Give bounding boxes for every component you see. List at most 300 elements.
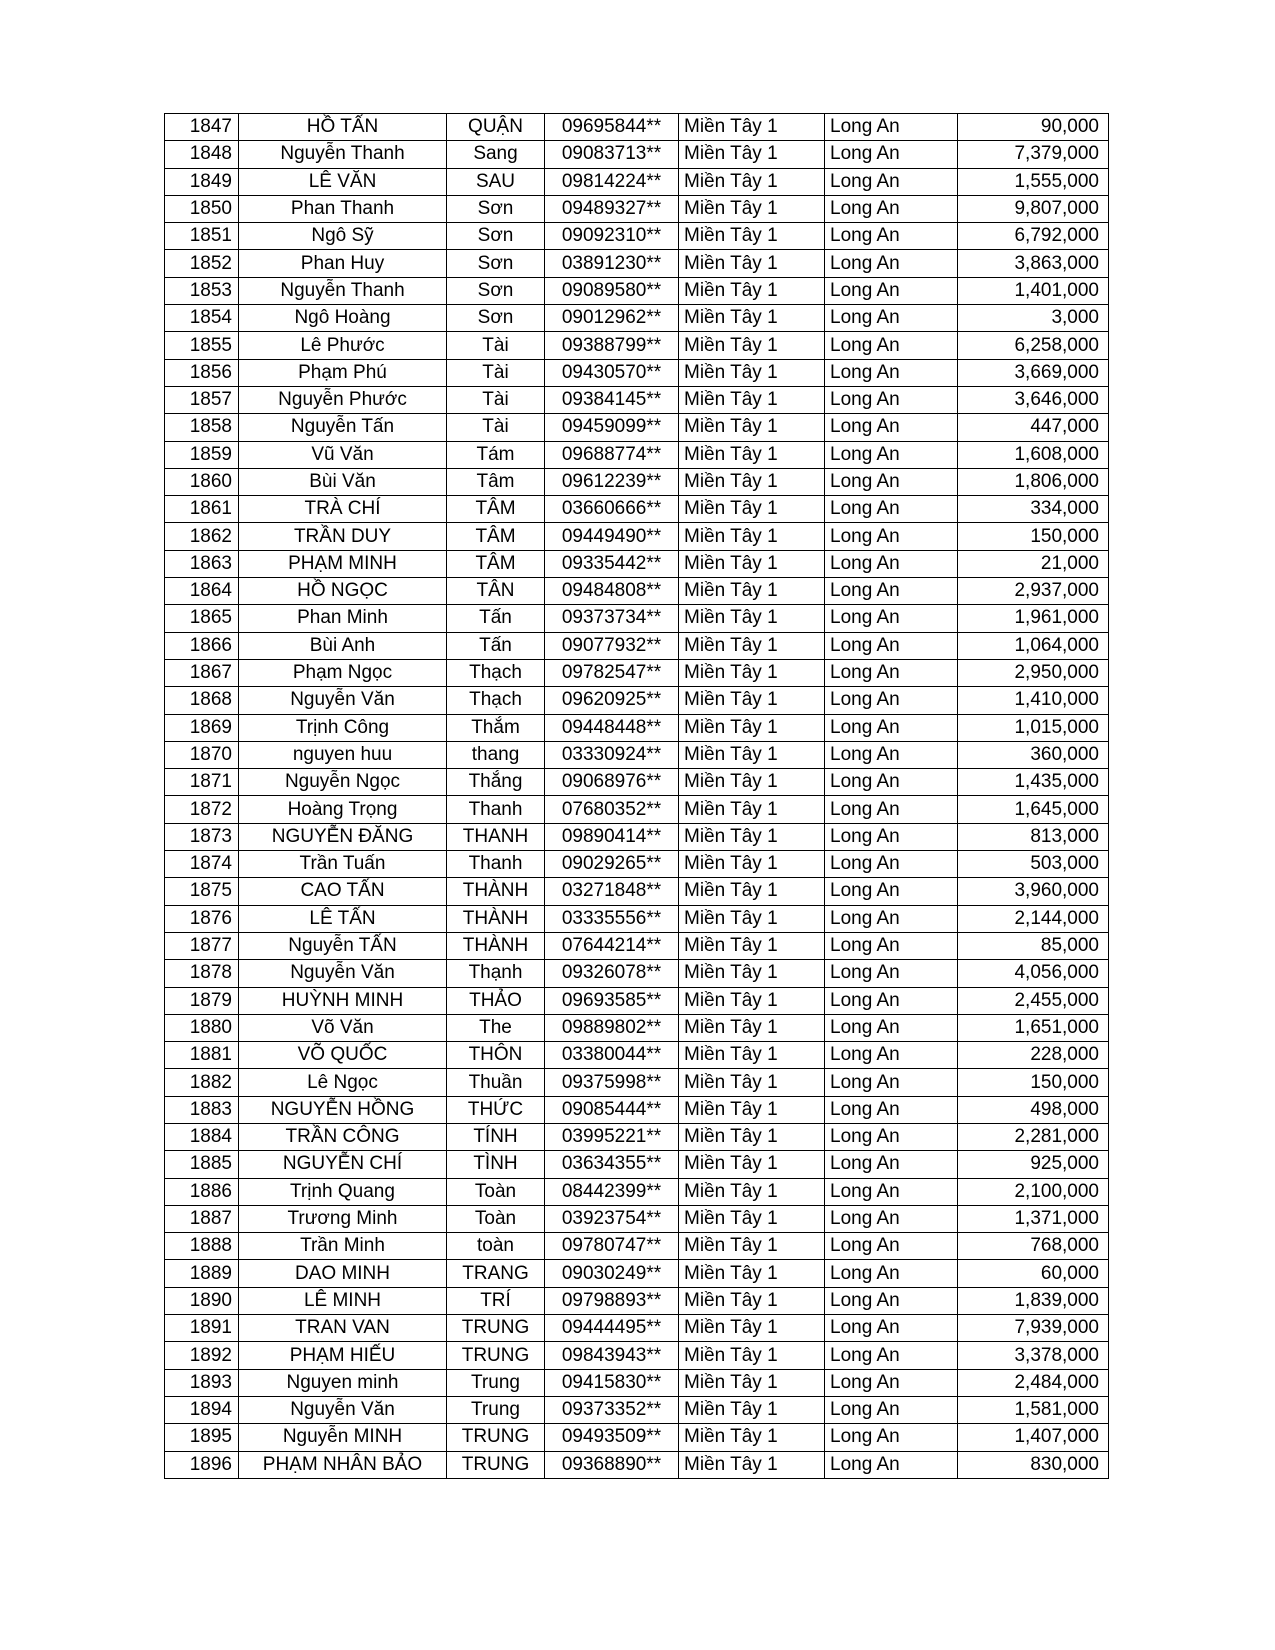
- province-cell: Long An: [825, 441, 958, 468]
- province-cell: Long An: [825, 195, 958, 222]
- region-cell: Miền Tây 1: [679, 305, 825, 332]
- surname-cell: Bùi Văn: [239, 468, 447, 495]
- given-name-cell: Tài: [447, 386, 545, 413]
- given-name-cell: Trung: [447, 1396, 545, 1423]
- region-cell: Miền Tây 1: [679, 632, 825, 659]
- row-number: 1893: [165, 1369, 239, 1396]
- region-cell: Miền Tây 1: [679, 796, 825, 823]
- table-row: [165, 1069, 1109, 1096]
- amount-cell: 925,000: [958, 1151, 1109, 1178]
- amount-cell: 3,669,000: [958, 359, 1109, 386]
- row-number: 1869: [165, 714, 239, 741]
- row-number: 1867: [165, 659, 239, 686]
- amount-cell: 1,401,000: [958, 277, 1109, 304]
- region-cell: Miền Tây 1: [679, 1287, 825, 1314]
- amount-cell: 2,281,000: [958, 1123, 1109, 1150]
- surname-cell: Phạm Ngọc: [239, 659, 447, 686]
- surname-cell: Nguyễn TẤN: [239, 932, 447, 959]
- given-name-cell: Tấn: [447, 605, 545, 632]
- province-cell: Long An: [825, 605, 958, 632]
- table-row: [165, 1287, 1109, 1314]
- table-row: [165, 359, 1109, 386]
- table-row: [165, 141, 1109, 168]
- row-number: 1853: [165, 277, 239, 304]
- surname-cell: Trần Minh: [239, 1233, 447, 1260]
- surname-cell: HỒ NGỌC: [239, 578, 447, 605]
- province-cell: Long An: [825, 550, 958, 577]
- phone-cell: 09890414**: [545, 823, 679, 850]
- phone-cell: 09077932**: [545, 632, 679, 659]
- phone-cell: 09489327**: [545, 195, 679, 222]
- data-table: [164, 113, 1109, 1479]
- given-name-cell: TRUNG: [447, 1342, 545, 1369]
- row-number: 1884: [165, 1123, 239, 1150]
- surname-cell: Nguyễn MINH: [239, 1424, 447, 1451]
- table-row: [165, 1205, 1109, 1232]
- province-cell: Long An: [825, 1178, 958, 1205]
- table-row: [165, 796, 1109, 823]
- table-row: [165, 1178, 1109, 1205]
- given-name-cell: Sơn: [447, 195, 545, 222]
- table-row: [165, 769, 1109, 796]
- given-name-cell: THÀNH: [447, 932, 545, 959]
- amount-cell: 9,807,000: [958, 195, 1109, 222]
- amount-cell: 1,961,000: [958, 605, 1109, 632]
- surname-cell: NGUYỄN CHÍ: [239, 1151, 447, 1178]
- phone-cell: 09092310**: [545, 223, 679, 250]
- region-cell: Miền Tây 1: [679, 1315, 825, 1342]
- region-cell: Miền Tây 1: [679, 1424, 825, 1451]
- given-name-cell: thang: [447, 741, 545, 768]
- table-row: [165, 905, 1109, 932]
- surname-cell: Trịnh Quang: [239, 1178, 447, 1205]
- given-name-cell: Trung: [447, 1369, 545, 1396]
- row-number: 1871: [165, 769, 239, 796]
- province-cell: Long An: [825, 305, 958, 332]
- province-cell: Long An: [825, 851, 958, 878]
- amount-cell: 6,258,000: [958, 332, 1109, 359]
- table-row: [165, 386, 1109, 413]
- surname-cell: TRAN VAN: [239, 1315, 447, 1342]
- table-row: [165, 1260, 1109, 1287]
- given-name-cell: TRUNG: [447, 1451, 545, 1478]
- province-cell: Long An: [825, 578, 958, 605]
- surname-cell: Lê Phước: [239, 332, 447, 359]
- amount-cell: 1,839,000: [958, 1287, 1109, 1314]
- row-number: 1851: [165, 223, 239, 250]
- table-row: [165, 1042, 1109, 1069]
- amount-cell: 7,379,000: [958, 141, 1109, 168]
- region-cell: Miền Tây 1: [679, 1369, 825, 1396]
- phone-cell: 03634355**: [545, 1151, 679, 1178]
- surname-cell: Nguyễn Văn: [239, 687, 447, 714]
- given-name-cell: Thạch: [447, 687, 545, 714]
- given-name-cell: THÀNH: [447, 905, 545, 932]
- amount-cell: 334,000: [958, 496, 1109, 523]
- phone-cell: 09814224**: [545, 168, 679, 195]
- province-cell: Long An: [825, 1369, 958, 1396]
- table-row: [165, 960, 1109, 987]
- given-name-cell: Sang: [447, 141, 545, 168]
- phone-cell: 09843943**: [545, 1342, 679, 1369]
- province-cell: Long An: [825, 1233, 958, 1260]
- province-cell: Long An: [825, 769, 958, 796]
- province-cell: Long An: [825, 987, 958, 1014]
- surname-cell: VÕ QUỐC: [239, 1042, 447, 1069]
- province-cell: Long An: [825, 659, 958, 686]
- province-cell: Long An: [825, 878, 958, 905]
- row-number: 1876: [165, 905, 239, 932]
- amount-cell: 3,960,000: [958, 878, 1109, 905]
- province-cell: Long An: [825, 1042, 958, 1069]
- given-name-cell: TÂM: [447, 523, 545, 550]
- given-name-cell: TRUNG: [447, 1315, 545, 1342]
- row-number: 1879: [165, 987, 239, 1014]
- table-row: [165, 523, 1109, 550]
- amount-cell: 2,144,000: [958, 905, 1109, 932]
- given-name-cell: Thạch: [447, 659, 545, 686]
- region-cell: Miền Tây 1: [679, 1233, 825, 1260]
- phone-cell: 09484808**: [545, 578, 679, 605]
- given-name-cell: The: [447, 1014, 545, 1041]
- phone-cell: 09493509**: [545, 1424, 679, 1451]
- table-row: [165, 1014, 1109, 1041]
- row-number: 1882: [165, 1069, 239, 1096]
- region-cell: Miền Tây 1: [679, 605, 825, 632]
- table-row: [165, 250, 1109, 277]
- amount-cell: 503,000: [958, 851, 1109, 878]
- surname-cell: DAO MINH: [239, 1260, 447, 1287]
- region-cell: Miền Tây 1: [679, 659, 825, 686]
- province-cell: Long An: [825, 1451, 958, 1478]
- surname-cell: PHẠM MINH: [239, 550, 447, 577]
- province-cell: Long An: [825, 1396, 958, 1423]
- given-name-cell: Tài: [447, 332, 545, 359]
- row-number: 1859: [165, 441, 239, 468]
- given-name-cell: Tài: [447, 414, 545, 441]
- row-number: 1865: [165, 605, 239, 632]
- table-row: [165, 305, 1109, 332]
- amount-cell: 813,000: [958, 823, 1109, 850]
- surname-cell: Nguyễn Phước: [239, 386, 447, 413]
- province-cell: Long An: [825, 468, 958, 495]
- phone-cell: 09373734**: [545, 605, 679, 632]
- row-number: 1883: [165, 1096, 239, 1123]
- phone-cell: 09695844**: [545, 114, 679, 141]
- given-name-cell: TRÍ: [447, 1287, 545, 1314]
- province-cell: Long An: [825, 1260, 958, 1287]
- surname-cell: PHẠM NHÂN BẢO: [239, 1451, 447, 1478]
- phone-cell: 09693585**: [545, 987, 679, 1014]
- region-cell: Miền Tây 1: [679, 496, 825, 523]
- amount-cell: 1,608,000: [958, 441, 1109, 468]
- surname-cell: TRẦN DUY: [239, 523, 447, 550]
- phone-cell: 09326078**: [545, 960, 679, 987]
- given-name-cell: Tài: [447, 359, 545, 386]
- province-cell: Long An: [825, 414, 958, 441]
- phone-cell: 03923754**: [545, 1205, 679, 1232]
- amount-cell: 3,863,000: [958, 250, 1109, 277]
- row-number: 1868: [165, 687, 239, 714]
- table-row: [165, 441, 1109, 468]
- table-row: [165, 578, 1109, 605]
- province-cell: Long An: [825, 741, 958, 768]
- table-row: [165, 1396, 1109, 1423]
- province-cell: Long An: [825, 932, 958, 959]
- surname-cell: Nguyễn Văn: [239, 960, 447, 987]
- row-number: 1870: [165, 741, 239, 768]
- phone-cell: 03995221**: [545, 1123, 679, 1150]
- phone-cell: 03380044**: [545, 1042, 679, 1069]
- amount-cell: 1,555,000: [958, 168, 1109, 195]
- phone-cell: 09430570**: [545, 359, 679, 386]
- phone-cell: 09415830**: [545, 1369, 679, 1396]
- given-name-cell: QUẬN: [447, 114, 545, 141]
- table-row: [165, 659, 1109, 686]
- row-number: 1888: [165, 1233, 239, 1260]
- amount-cell: 3,378,000: [958, 1342, 1109, 1369]
- amount-cell: 360,000: [958, 741, 1109, 768]
- amount-cell: 2,937,000: [958, 578, 1109, 605]
- surname-cell: TRẦN CÔNG: [239, 1123, 447, 1150]
- given-name-cell: Tám: [447, 441, 545, 468]
- amount-cell: 2,100,000: [958, 1178, 1109, 1205]
- province-cell: Long An: [825, 359, 958, 386]
- region-cell: Miền Tây 1: [679, 960, 825, 987]
- surname-cell: Ngô Hoàng: [239, 305, 447, 332]
- phone-cell: 03271848**: [545, 878, 679, 905]
- given-name-cell: Sơn: [447, 223, 545, 250]
- given-name-cell: THỨC: [447, 1096, 545, 1123]
- row-number: 1862: [165, 523, 239, 550]
- row-number: 1874: [165, 851, 239, 878]
- row-number: 1881: [165, 1042, 239, 1069]
- region-cell: Miền Tây 1: [679, 714, 825, 741]
- amount-cell: 1,581,000: [958, 1396, 1109, 1423]
- surname-cell: Trần Tuấn: [239, 851, 447, 878]
- region-cell: Miền Tây 1: [679, 359, 825, 386]
- given-name-cell: Sơn: [447, 277, 545, 304]
- row-number: 1858: [165, 414, 239, 441]
- row-number: 1894: [165, 1396, 239, 1423]
- region-cell: Miền Tây 1: [679, 468, 825, 495]
- phone-cell: 03660666**: [545, 496, 679, 523]
- surname-cell: Trịnh Công: [239, 714, 447, 741]
- region-cell: Miền Tây 1: [679, 1205, 825, 1232]
- table-row: [165, 932, 1109, 959]
- table-row: [165, 878, 1109, 905]
- amount-cell: 2,455,000: [958, 987, 1109, 1014]
- given-name-cell: TÂM: [447, 550, 545, 577]
- amount-cell: 1,435,000: [958, 769, 1109, 796]
- table-row: [165, 550, 1109, 577]
- table-row: [165, 987, 1109, 1014]
- table-body: [165, 114, 1109, 1479]
- row-number: 1891: [165, 1315, 239, 1342]
- region-cell: Miền Tây 1: [679, 195, 825, 222]
- amount-cell: 1,064,000: [958, 632, 1109, 659]
- row-number: 1847: [165, 114, 239, 141]
- surname-cell: NGUYỄN ĐĂNG: [239, 823, 447, 850]
- phone-cell: 09448448**: [545, 714, 679, 741]
- row-number: 1850: [165, 195, 239, 222]
- table-row: [165, 741, 1109, 768]
- amount-cell: 1,645,000: [958, 796, 1109, 823]
- given-name-cell: Sơn: [447, 250, 545, 277]
- table-row: [165, 1123, 1109, 1150]
- province-cell: Long An: [825, 168, 958, 195]
- row-number: 1887: [165, 1205, 239, 1232]
- region-cell: Miền Tây 1: [679, 878, 825, 905]
- phone-cell: 09089580**: [545, 277, 679, 304]
- province-cell: Long An: [825, 687, 958, 714]
- amount-cell: 1,015,000: [958, 714, 1109, 741]
- surname-cell: nguyen huu: [239, 741, 447, 768]
- phone-cell: 03891230**: [545, 250, 679, 277]
- given-name-cell: Thanh: [447, 796, 545, 823]
- amount-cell: 21,000: [958, 550, 1109, 577]
- table-row: [165, 332, 1109, 359]
- amount-cell: 1,410,000: [958, 687, 1109, 714]
- region-cell: Miền Tây 1: [679, 223, 825, 250]
- province-cell: Long An: [825, 386, 958, 413]
- surname-cell: Bùi Anh: [239, 632, 447, 659]
- given-name-cell: THÀNH: [447, 878, 545, 905]
- province-cell: Long An: [825, 960, 958, 987]
- province-cell: Long An: [825, 1014, 958, 1041]
- province-cell: Long An: [825, 496, 958, 523]
- region-cell: Miền Tây 1: [679, 1069, 825, 1096]
- province-cell: Long An: [825, 1069, 958, 1096]
- phone-cell: 09612239**: [545, 468, 679, 495]
- region-cell: Miền Tây 1: [679, 1260, 825, 1287]
- province-cell: Long An: [825, 523, 958, 550]
- phone-cell: 09798893**: [545, 1287, 679, 1314]
- region-cell: Miền Tây 1: [679, 523, 825, 550]
- amount-cell: 60,000: [958, 1260, 1109, 1287]
- row-number: 1875: [165, 878, 239, 905]
- given-name-cell: SAU: [447, 168, 545, 195]
- surname-cell: Phan Thanh: [239, 195, 447, 222]
- region-cell: Miền Tây 1: [679, 414, 825, 441]
- table-row: [165, 114, 1109, 141]
- surname-cell: LÊ VĂN: [239, 168, 447, 195]
- given-name-cell: Toàn: [447, 1205, 545, 1232]
- table-row: [165, 414, 1109, 441]
- province-cell: Long An: [825, 141, 958, 168]
- phone-cell: 09620925**: [545, 687, 679, 714]
- region-cell: Miền Tây 1: [679, 1123, 825, 1150]
- amount-cell: 3,646,000: [958, 386, 1109, 413]
- province-cell: Long An: [825, 1205, 958, 1232]
- surname-cell: HUỲNH MINH: [239, 987, 447, 1014]
- surname-cell: HỒ TẤN: [239, 114, 447, 141]
- province-cell: Long An: [825, 223, 958, 250]
- given-name-cell: Tâm: [447, 468, 545, 495]
- phone-cell: 03335556**: [545, 905, 679, 932]
- region-cell: Miền Tây 1: [679, 277, 825, 304]
- surname-cell: Phan Minh: [239, 605, 447, 632]
- surname-cell: CAO TẤN: [239, 878, 447, 905]
- region-cell: Miền Tây 1: [679, 905, 825, 932]
- province-cell: Long An: [825, 1287, 958, 1314]
- table-row: [165, 714, 1109, 741]
- province-cell: Long An: [825, 332, 958, 359]
- given-name-cell: Tấn: [447, 632, 545, 659]
- province-cell: Long An: [825, 1315, 958, 1342]
- given-name-cell: Sơn: [447, 305, 545, 332]
- surname-cell: Trương Minh: [239, 1205, 447, 1232]
- phone-cell: 09373352**: [545, 1396, 679, 1423]
- table-row: [165, 168, 1109, 195]
- given-name-cell: THANH: [447, 823, 545, 850]
- given-name-cell: Thạnh: [447, 960, 545, 987]
- province-cell: Long An: [825, 1424, 958, 1451]
- phone-cell: 09012962**: [545, 305, 679, 332]
- phone-cell: 09688774**: [545, 441, 679, 468]
- amount-cell: 768,000: [958, 1233, 1109, 1260]
- region-cell: Miền Tây 1: [679, 141, 825, 168]
- row-number: 1860: [165, 468, 239, 495]
- region-cell: Miền Tây 1: [679, 741, 825, 768]
- table-row: [165, 223, 1109, 250]
- row-number: 1889: [165, 1260, 239, 1287]
- table-row: [165, 605, 1109, 632]
- row-number: 1863: [165, 550, 239, 577]
- phone-cell: 09889802**: [545, 1014, 679, 1041]
- province-cell: Long An: [825, 250, 958, 277]
- region-cell: Miền Tây 1: [679, 851, 825, 878]
- province-cell: Long An: [825, 796, 958, 823]
- region-cell: Miền Tây 1: [679, 932, 825, 959]
- row-number: 1878: [165, 960, 239, 987]
- row-number: 1886: [165, 1178, 239, 1205]
- region-cell: Miền Tây 1: [679, 1342, 825, 1369]
- amount-cell: 6,792,000: [958, 223, 1109, 250]
- region-cell: Miền Tây 1: [679, 1151, 825, 1178]
- amount-cell: 228,000: [958, 1042, 1109, 1069]
- table-row: [165, 632, 1109, 659]
- given-name-cell: Thuần: [447, 1069, 545, 1096]
- phone-cell: 07644214**: [545, 932, 679, 959]
- given-name-cell: Toàn: [447, 1178, 545, 1205]
- row-number: 1896: [165, 1451, 239, 1478]
- table-row: [165, 1096, 1109, 1123]
- phone-cell: 09449490**: [545, 523, 679, 550]
- given-name-cell: TRANG: [447, 1260, 545, 1287]
- phone-cell: 09029265**: [545, 851, 679, 878]
- region-cell: Miền Tây 1: [679, 823, 825, 850]
- table-row: [165, 1315, 1109, 1342]
- province-cell: Long An: [825, 1096, 958, 1123]
- phone-cell: 07680352**: [545, 796, 679, 823]
- region-cell: Miền Tây 1: [679, 578, 825, 605]
- amount-cell: 1,806,000: [958, 468, 1109, 495]
- given-name-cell: THẢO: [447, 987, 545, 1014]
- province-cell: Long An: [825, 632, 958, 659]
- surname-cell: LÊ MINH: [239, 1287, 447, 1314]
- region-cell: Miền Tây 1: [679, 1014, 825, 1041]
- phone-cell: 09444495**: [545, 1315, 679, 1342]
- given-name-cell: Thắm: [447, 714, 545, 741]
- amount-cell: 830,000: [958, 1451, 1109, 1478]
- region-cell: Miền Tây 1: [679, 1451, 825, 1478]
- region-cell: Miền Tây 1: [679, 687, 825, 714]
- table-row: [165, 496, 1109, 523]
- given-name-cell: Thắng: [447, 769, 545, 796]
- region-cell: Miền Tây 1: [679, 987, 825, 1014]
- table-row: [165, 1342, 1109, 1369]
